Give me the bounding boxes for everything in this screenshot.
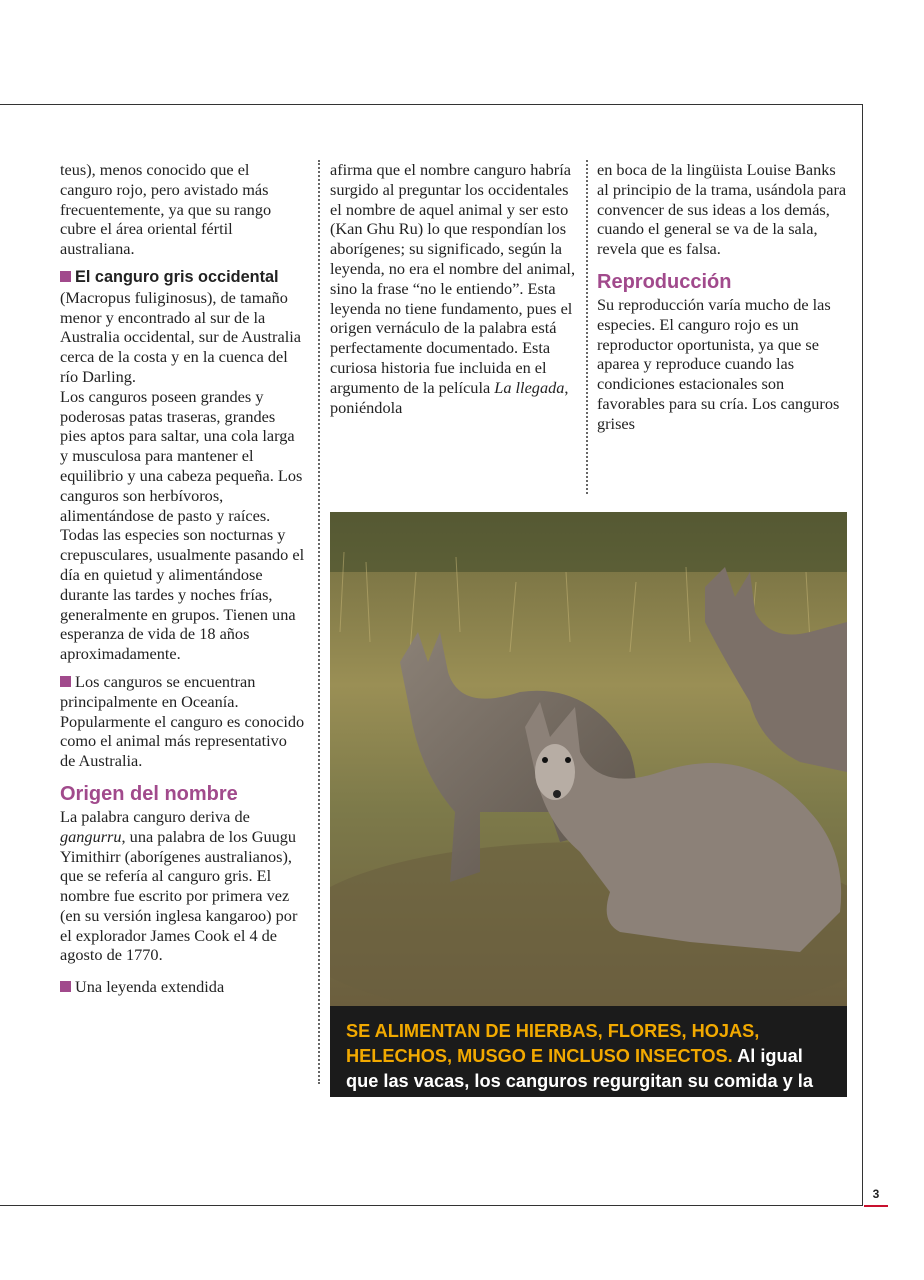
paragraph-text: (Macropus fuliginosus), de tamaño menor y encontrado al sur de la Australia occidental, sur de Australia cerca de la costa y en la cuenca del río Darling. bbox=[60, 287, 301, 386]
paragraph bbox=[60, 267, 305, 387]
paragraph: teus), menos conocido que el canguro rojo, pero avistado más frecuentemente, ya que su rango cubre el área oriental fértil australiana. bbox=[60, 160, 272, 259]
square-bullet-icon bbox=[60, 271, 71, 282]
paragraph-text: afirma que el nombre canguro habría surgido al preguntar los occidentales el nombre de aquel animal y ser esto (Kan Ghu Ru) lo que respondían los aborígenes; su significado, según la leyenda, no era el nombre del animal, sino la frase “no le entiendo”. Esta leyenda no tiene fundamento, pues el origen vernáculo de la palabra está perfectamente documentado. Esta curiosa historia fue incluida en el argumento de la película bbox=[330, 160, 576, 397]
paragraph: Su reproducción varía mucho de las especies. El canguro rojo es un reproductor oportunista, ya que se aparea y reproduce cuando las condiciones estacionales son favorables para su cría. Los canguros grises bbox=[597, 294, 840, 433]
page-number: 3 bbox=[872, 1187, 880, 1201]
page-number-underline bbox=[864, 1205, 888, 1207]
page-frame-bottom bbox=[0, 1205, 863, 1206]
photo-caption bbox=[330, 1006, 847, 1141]
section-heading: Reproducción bbox=[597, 270, 732, 293]
page-frame-top bbox=[0, 104, 863, 105]
column-separator bbox=[318, 160, 320, 1084]
paragraph bbox=[330, 160, 580, 417]
kangaroo-photo bbox=[330, 512, 847, 1006]
paragraph-text: , poniéndola bbox=[330, 377, 569, 417]
text-column-2 bbox=[330, 160, 580, 417]
text-column-3 bbox=[597, 160, 847, 434]
paragraph-text: Una leyenda extendida bbox=[75, 977, 225, 997]
square-bullet-icon bbox=[60, 981, 71, 992]
species-name: El canguro gris occidental bbox=[75, 267, 279, 286]
page-frame-right bbox=[862, 104, 863, 1206]
section-heading: Origen del nombre bbox=[60, 782, 238, 805]
caption-highlight: SE ALIMENTAN DE HIERBAS, FLORES, HOJAS, HELECHOS, MUSGO E INCLUSO INSECTOS. bbox=[346, 1021, 760, 1066]
paragraph-text: La palabra canguro deriva de bbox=[60, 806, 250, 826]
paragraph-text: , una palabra de los Guugu Yimithirr (aborígenes australianos), que se refería al canguro gris. El nombre fue escrito por primera vez (en su versión inglesa kangaroo) por el explorador James Cook el 4 de agosto de 1770. bbox=[60, 826, 298, 965]
film-title: La llegada bbox=[494, 377, 565, 397]
square-bullet-icon bbox=[60, 676, 71, 687]
paragraph: en boca de la lingüista Louise Banks al principio de la trama, usándola para convencer de sus ideas a los demás, cuando el general se va de la sala, revela que es falsa. bbox=[597, 160, 847, 259]
text-column-1 bbox=[60, 160, 305, 997]
paragraph: Los canguros poseen grandes y poderosas patas traseras, grandes pies aptos para saltar, una cola larga y musculosa para mantener el equilibrio y una cabeza pequeña. Los canguros son herbívoros, alimentándose de pasto y raíces. Todas las especies son nocturnas y crepusculares, usualmente pasando el día en quietud y alimentándose durante las tardes y noches frías, generalmente en grupos. Tienen una esperanza de vida de 18 años aproximadamente. bbox=[60, 386, 305, 664]
paragraph bbox=[60, 807, 305, 965]
paragraph bbox=[60, 672, 305, 771]
caption-text: Al igual que las vacas, los canguros regurgitan su comida y la vuelven a masticar antes de que esté lista para ser totalmente digerida. bbox=[346, 1046, 813, 1141]
paragraph bbox=[60, 977, 305, 997]
italic-term: gangurru bbox=[60, 826, 122, 846]
column-separator bbox=[586, 160, 588, 494]
paragraph-text: Los canguros se encuentran principalmente en Oceanía. Popularmente el canguro es conocido como el animal más representativo de Australia. bbox=[60, 671, 305, 771]
